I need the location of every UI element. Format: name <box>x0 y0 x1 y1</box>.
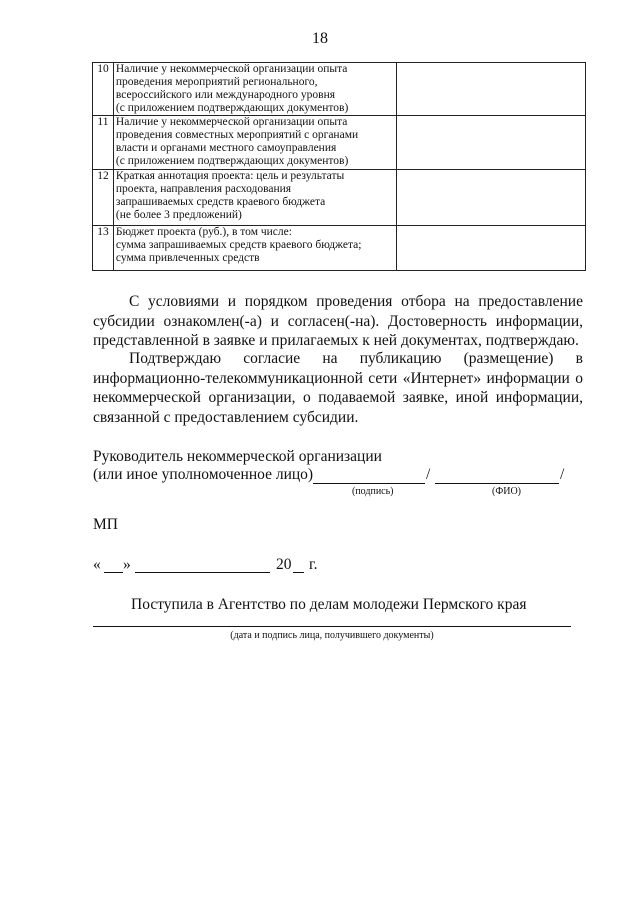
date-year-line[interactable] <box>293 557 304 573</box>
table-row <box>93 63 586 116</box>
signature-slash: / <box>426 466 431 483</box>
date-month-line[interactable] <box>135 557 270 573</box>
row-number: 11 <box>93 116 114 170</box>
consent-paragraph: С условиями и порядком проведения отбора на предоставление субсидии ознакомлен(-а) и согласен(-на). Достоверность информации, представленной в заявке и прилагаемых к ней документах, подтверждаю. <box>93 293 583 349</box>
row-number: 10 <box>93 63 114 116</box>
table-row <box>93 170 586 226</box>
row-label: Краткая аннотация проекта: цель и результаты проекта, направления расходования запрашиваемых средств краевого бюджета (не более 3 предложений) <box>113 170 396 226</box>
received-signature-line[interactable] <box>93 614 571 627</box>
date-open-quote: « <box>93 556 101 573</box>
row-label: Наличие у некоммерческой организации опыта проведения мероприятий регионального, всероссийского или международного уровня (с приложением подтверждающих документов) <box>113 63 396 116</box>
application-table <box>92 62 586 271</box>
signature-subtitle: (или иное уполномоченное лицо) <box>93 466 314 483</box>
received-statement: Поступила в Агентство по делам молодежи Пермского края <box>131 596 527 613</box>
row-number: 12 <box>93 170 114 226</box>
date-close-quote: » <box>123 556 131 573</box>
publication-consent-paragraph: Подтверждаю согласие на публикацию (размещение) в информационно-телекоммуникационной сети «Интернет» информации о некоммерческой организации, о подаваемой заявке, иной информации, связанной с предоставлением субсидии. <box>93 350 583 426</box>
date-year-prefix: 20 <box>276 556 292 573</box>
full-name-caption: (ФИО) <box>492 486 522 497</box>
row-number: 13 <box>93 226 114 271</box>
row-value-cell[interactable] <box>396 116 585 170</box>
signature-caption: (подпись) <box>352 486 394 497</box>
row-value-cell[interactable] <box>396 226 585 271</box>
full-name-line[interactable] <box>435 467 559 484</box>
row-value-cell[interactable] <box>396 63 585 116</box>
table-row <box>93 116 586 170</box>
table-row <box>93 226 586 271</box>
date-day-line[interactable] <box>104 557 123 573</box>
received-caption: (дата и подпись лица, получившего документы) <box>230 630 434 641</box>
stamp-label: МП <box>93 516 118 533</box>
page-number: 18 <box>312 30 328 47</box>
row-label: Бюджет проекта (руб.), в том числе: сумма запрашиваемых средств краевого бюджета; сумма привлеченных средств <box>113 226 396 271</box>
signature-title: Руководитель некоммерческой организации <box>93 448 382 465</box>
full-name-slash: / <box>560 466 565 483</box>
signature-line[interactable] <box>313 467 425 484</box>
date-year-suffix: г. <box>309 556 318 573</box>
row-label: Наличие у некоммерческой организации опыта проведения совместных мероприятий с органами власти и органами местного самоуправления (с приложением подтверждающих документов) <box>113 116 396 170</box>
row-value-cell[interactable] <box>396 170 585 226</box>
